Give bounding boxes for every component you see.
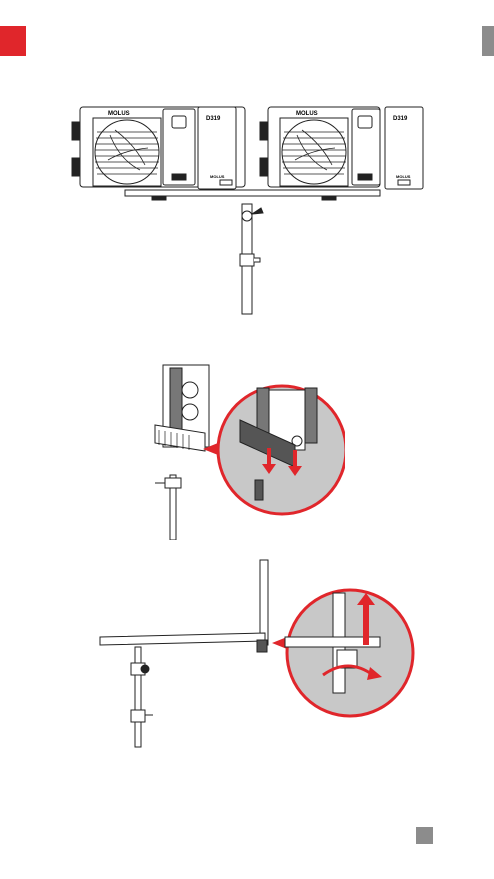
left-brand-text: MOLUS: [108, 111, 130, 117]
figure-two-lights-on-bar: [60, 100, 440, 320]
right-brand-text: MOLUS: [296, 111, 318, 117]
figure-knob-tighten: [95, 555, 420, 755]
page-marker: [416, 827, 433, 844]
section-tab: [0, 26, 26, 56]
left-bottom-label: MOLUS: [210, 174, 225, 179]
zoom-circle-bracket: [203, 386, 345, 514]
page-tab: [482, 26, 494, 56]
figure-bracket-detail: [145, 360, 345, 540]
right-badge-text: D319: [393, 116, 408, 122]
crossbar: [125, 190, 380, 196]
zoom-circle-knob: [272, 590, 413, 716]
right-bottom-label: MOLUS: [396, 174, 411, 179]
left-badge-text: D319: [206, 116, 221, 122]
